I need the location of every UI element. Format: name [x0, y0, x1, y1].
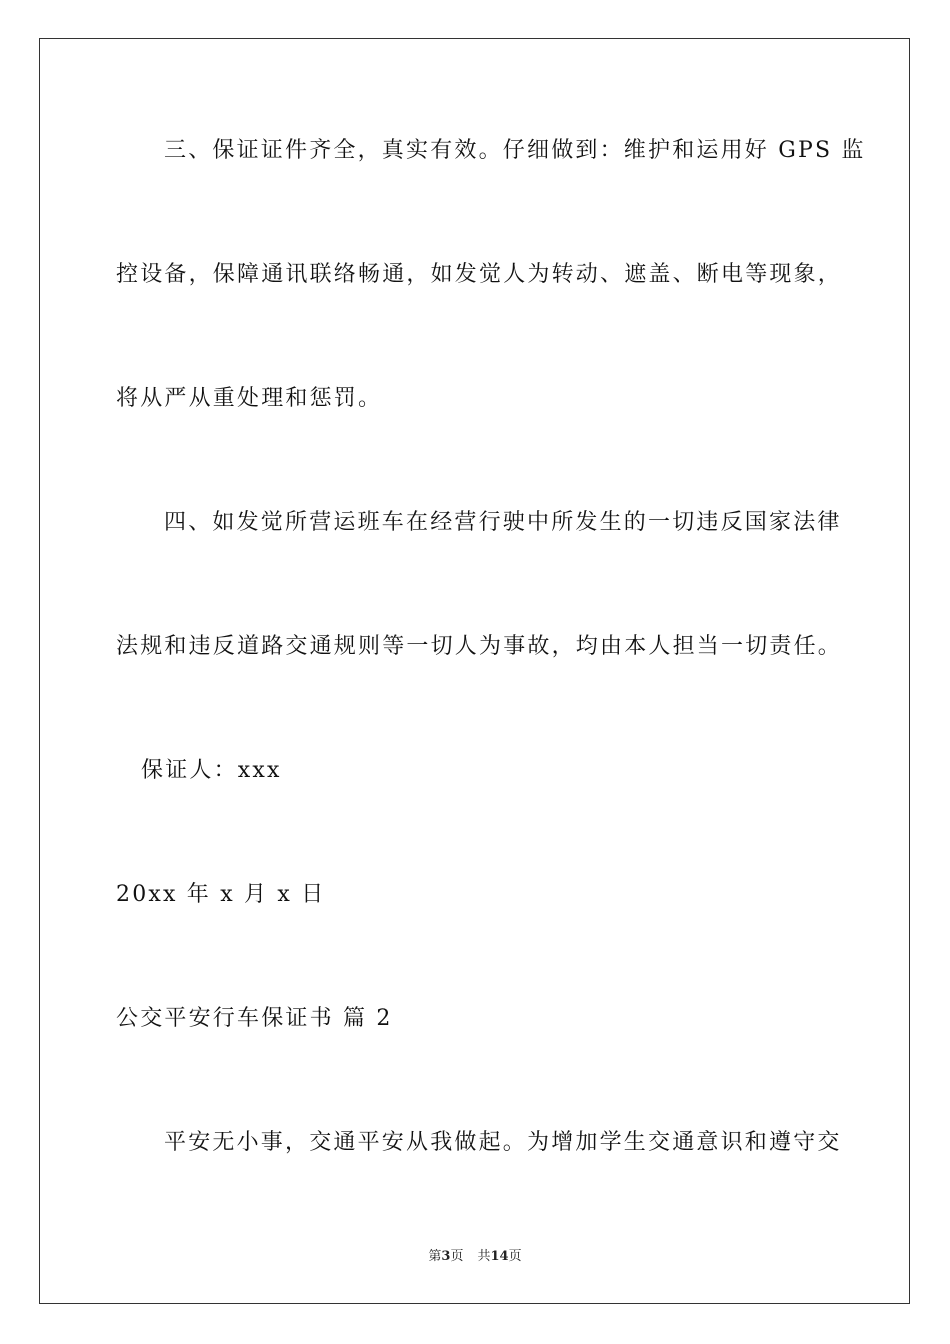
total-prefix: 共 [477, 1249, 491, 1264]
guarantor-line: 保证人：xxx [141, 758, 282, 783]
paragraph-3-line-3: 将从严从重处理和惩罚。 [116, 386, 383, 411]
paragraph-4-line-1: 四、如发觉所营运班车在经营行驶中所发生的一切违反国家法律 [164, 510, 842, 535]
page-prefix: 第 [428, 1249, 442, 1264]
paragraph-3-line-1: 三、保证证件齐全，真实有效。仔细做到：维护和运用好 GPS 监 [164, 138, 866, 163]
page-suffix: 页 [450, 1249, 464, 1264]
total-suffix: 页 [508, 1249, 522, 1264]
paragraph-4-line-2: 法规和违反道路交通规则等一切人为事故，均由本人担当一切责任。 [116, 634, 843, 659]
page-border [39, 38, 910, 1304]
paragraph-next-line-1: 平安无小事，交通平安从我做起。为增加学生交通意识和遵守交 [164, 1130, 842, 1155]
total-pages: 14 [490, 1249, 509, 1264]
page-footer [0, 1248, 950, 1266]
page-number: 3 [441, 1249, 451, 1264]
paragraph-3-line-2: 控设备，保障通讯联络畅通，如发觉人为转动、遮盖、断电等现象， [116, 262, 843, 287]
section-heading: 公交平安行车保证书 篇 2 [116, 1006, 393, 1031]
date-line: 20xx 年 x 月 x 日 [116, 882, 326, 907]
